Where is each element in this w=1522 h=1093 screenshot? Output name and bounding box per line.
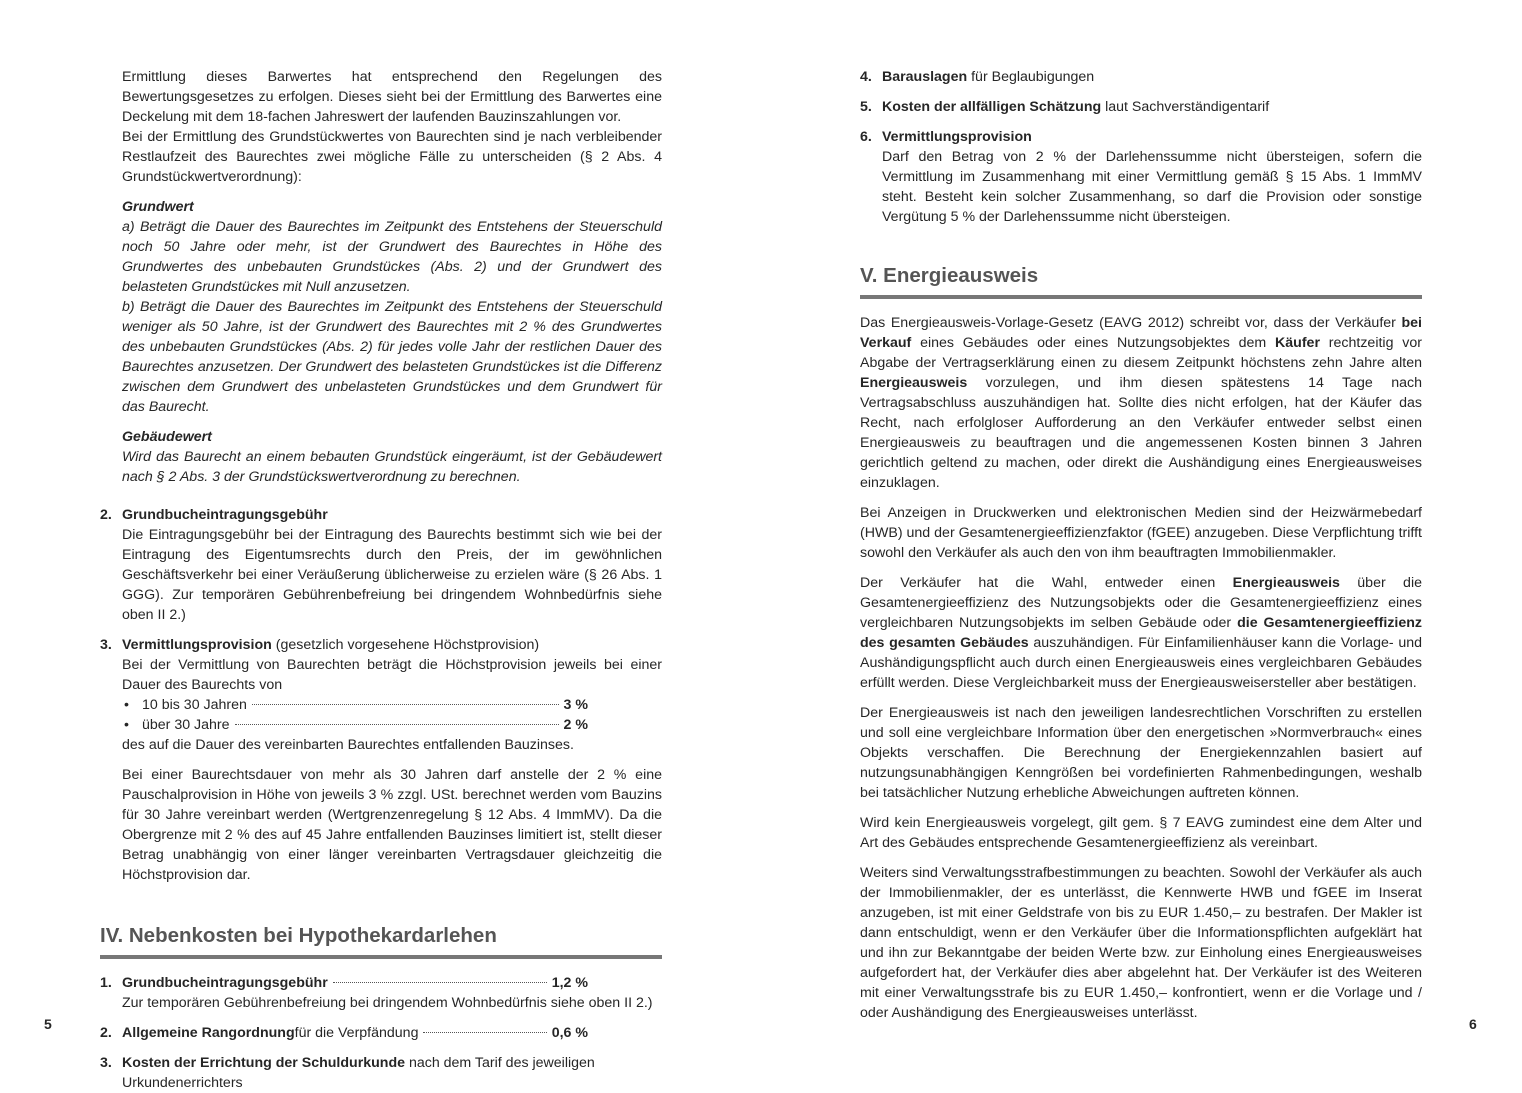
gebaeudewert-block bbox=[122, 427, 662, 487]
bullet-label: über 30 Jahre bbox=[142, 717, 230, 733]
text-run: über die Gesamtenergieeffizienz des Nutzungsobjekts oder die Gesamtenergieeffizienz eines vergleichbaren Nutzungsobjekts im selben Gebäude oder bbox=[860, 575, 1422, 631]
list-item bbox=[100, 505, 662, 625]
item-title: Barauslagen bbox=[882, 69, 968, 85]
gebaeudewert-heading: Gebäudewert bbox=[122, 429, 212, 445]
bullet-item bbox=[122, 695, 588, 715]
item-number: 3. bbox=[100, 1055, 112, 1071]
bullet-icon: • bbox=[124, 717, 129, 733]
text-run: rechtzeitig vor Abgabe der Vertragserklärung einen zu diesem Zeitpunkt höchstens zehn Jahre alten bbox=[860, 335, 1422, 371]
item-text: des auf die Dauer des vereinbarten Baurechtes entfallenden Bauzinses. bbox=[122, 737, 574, 753]
item-text: Die Eintragungsgebühr bei der Eintragung des Baurechts bestimmt sich wie bei der Eintragung des Eigentumsrechts durch den Preis, der im gewöhnlichen Geschäftsverkehr bei einer Veräußerung üblicherweise zu erzielen wäre (§ 26 Abs. 1 GGG). Zur temporären Gebührenbefreiung bei dringendem Wohnbedürfnis siehe oben II 2.) bbox=[122, 527, 662, 623]
paragraph: Bei Anzeigen in Druckwerken und elektronischen Medien sind der Heizwärmebedarf (HWB) und der Gesamtenergieeffizienzfaktor (fGEE) anzugeben. Diese Verpflichtung trifft sowohl den Verkäufer als auch den von ihm beauftragten Immobilienmakler. bbox=[860, 505, 1422, 561]
list-item bbox=[860, 97, 1422, 117]
intro-paragraph: Bei der Ermittlung des Grundstückwertes von Baurechten sind je nach verbleibender Restlaufzeit des Baurechtes zwei mögliche Fälle zu unterscheiden (§ 2 Abs. 4 Grundstückwertverordnung): bbox=[122, 129, 662, 185]
item-number: 6. bbox=[860, 129, 872, 145]
section-iv bbox=[100, 923, 662, 1093]
grundwert-heading: Grundwert bbox=[122, 199, 194, 215]
bullet-icon: • bbox=[124, 697, 129, 713]
item-title-suffix: für Beglaubigungen bbox=[967, 69, 1095, 85]
item-paragraph: Bei einer Baurechtsdauer von mehr als 30 Jahren darf anstelle der 2 % eine Pauschalprovision in Höhe von jeweils 3 % zzgl. USt. berechnet werden vom Bauzins für 30 Jahre vereinbart werden (Wertgrenzenregelung § 12 Abs. 4 ImmMV). Da die Obergrenze mit 2 % des auf 45 Jahre entfallenden Bauzinses limitiert ist, stellt dieser Betrag unabhängig von einer länger vereinbarten Vertragsdauer gleichzeitig die Höchstprovision dar. bbox=[122, 767, 662, 883]
section-heading: V. Energieausweis bbox=[860, 263, 1422, 299]
paragraph: Weiters sind Verwaltungsstrafbestimmungen zu beachten. Sowohl der Verkäufer als auch der Immobilienmakler, der es unterlässt, die Kennwerte HWB und fGEE im Inserat anzugeben, ist mit einer Geldstrafe von bis zu EUR 1.450,– zu bestrafen. Der Makler ist dann entschuldigt, wenn er den Verkäufer über die Informationspflichten aufgeklärt hat und ihn zur Bekanntgabe der beiden Werte bzw. zur Einholung eines Energieausweises aufgefordert hat, der Verkäufer dies aber abgelehnt hat. Der Verkäufer ist des Weiteren mit einer Verwaltungsstrafe bis zu EUR 1.450,– konfrontiert, wenn er die Vorlage und / oder Aushändigung des Energieausweises unterlässt. bbox=[860, 865, 1422, 1021]
item-title: Vermittlungsprovision bbox=[122, 637, 272, 653]
item-number: 2. bbox=[100, 507, 112, 523]
gebaeudewert-text: Wird das Baurecht an einem bebauten Grundstück eingeräumt, ist der Gebäudewert nach § 2 Abs. 3 der Grundstückswertverordnung zu berechnen. bbox=[122, 449, 662, 485]
paragraph: Wird kein Energieausweis vorgelegt, gilt gem. § 7 EAVG zumindest eine dem Alter und Art des Gebäudes entsprechende Gesamtenergieeffizienz als vereinbart. bbox=[860, 815, 1422, 851]
list-item bbox=[100, 1053, 662, 1093]
item-text: Darf den Betrag von 2 % der Darlehenssumme nicht übersteigen, sofern die Vermittlung im Zusammenhang mit einer Vermittlung gemäß § 15 Abs. 1 ImmMV steht. Besteht kein solcher Zusammenhang, so darf die Provision oder sonstige Vergütung 5 % der Darlehenssumme nicht übersteigen. bbox=[882, 149, 1422, 225]
item-number: 4. bbox=[860, 69, 872, 85]
grundwert-case-b: b) Beträgt die Dauer des Baurechtes im Zeitpunkt des Entstehens der Steuerschuld weniger als 50 Jahre, ist der Grundwert des Baurechtes mit 2 % des Grundwertes des unbebauten Grundstückes (Abs. 2) für jedes volle Jahr der restlichen Dauer des Baurechtes anzusetzen. Der Grundwert des belasteten Grundstückes ist die Differenz zwischen dem Grundwert des unbelasteten Grundstückes und dem Grundwert für das Baurecht. bbox=[122, 299, 662, 415]
page-number: 6 bbox=[1469, 1016, 1477, 1032]
section-heading: IV. Nebenkosten bei Hypothekardarlehen bbox=[100, 923, 662, 959]
item-title: Grundbucheintragungsgebühr bbox=[122, 507, 328, 523]
item-note: Zur temporären Gebührenbefreiung bei dringendem Wohnbedürfnis siehe oben II 2.) bbox=[122, 995, 653, 1011]
intro-paragraph: Ermittlung dieses Barwertes hat entsprechend den Regelungen des Bewertungsgesetzes zu erfolgen. Dieses sieht bei der Ermittlung des Barwertes eine Deckelung mit dem 18-fachen Jahreswert der laufenden Bauzinszahlungen vor. bbox=[122, 69, 662, 125]
item-number: 5. bbox=[860, 99, 872, 115]
bullet-item bbox=[122, 715, 588, 735]
bold-run: bei Verkauf bbox=[860, 315, 1422, 351]
grundwert-case-a: a) Beträgt die Dauer des Baurechtes im Zeitpunkt des Entstehens der Steuerschuld noch 50 Jahre oder mehr, ist der Grundwert des Baurechtes in Höhe des Grundwertes des unbebauten Grundstückes (Abs. 2) und der Grundwert des belasteten Grundstückes mit Null anzusetzen. bbox=[122, 219, 662, 295]
text-run: vorzulegen, und ihm diesen spätestens 14 Tage nach Vertragsabschluss auszuhändigen hat. Sollte dies nicht erfolgen, hat der Käufer das Recht, nach erfolgloser Aufforderung an den Verkäufer entweder selbst einen Energieausweis zu beauftragen und die angemessenen Kosten binnen 3 Jahren gerichtlich geltend zu machen, oder direkt die Aushändigung eines Energieausweises einzuklagen. bbox=[860, 375, 1422, 491]
item-title-suffix: nach dem Tarif des jeweiligen Urkundenerrichters bbox=[122, 1055, 595, 1091]
item-number: 3. bbox=[100, 637, 112, 653]
list-item bbox=[100, 635, 662, 885]
item-number: 2. bbox=[100, 1025, 112, 1041]
bullet-value: 3 % bbox=[563, 697, 588, 713]
right-page bbox=[761, 0, 1522, 1080]
item-title-suffix: laut Sachverständigentarif bbox=[1101, 99, 1270, 115]
bold-run: Käufer bbox=[1275, 335, 1320, 351]
dot-leader bbox=[252, 704, 559, 705]
dot-leader bbox=[333, 982, 547, 983]
item-value: 0,6 % bbox=[551, 1025, 588, 1041]
left-page bbox=[0, 0, 761, 1091]
list-item bbox=[100, 973, 662, 1013]
item-title: Kosten der Errichtung der Schuldurkunde bbox=[122, 1055, 405, 1071]
list-item bbox=[860, 67, 1422, 87]
dot-leader bbox=[235, 724, 559, 725]
bold-run: Energieausweis bbox=[860, 375, 968, 391]
text-run: Der Verkäufer hat die Wahl, entweder einen bbox=[860, 575, 1233, 591]
item-title: Grundbucheintragungsgebühr bbox=[122, 975, 328, 991]
bullet-value: 2 % bbox=[563, 717, 588, 733]
bullet-label: 10 bis 30 Jahren bbox=[142, 697, 247, 713]
paragraph bbox=[860, 313, 1422, 493]
item-number: 1. bbox=[100, 975, 112, 991]
bold-run: Energieausweis bbox=[1232, 575, 1340, 591]
bold-run: die Gesamtenergieeffizienz des gesamten Gebäudes bbox=[860, 615, 1423, 651]
leader-line bbox=[122, 1023, 588, 1043]
right-column bbox=[860, 67, 1422, 1023]
grundwert-block bbox=[122, 197, 662, 417]
text-run: auszuhändigen. Für Einfamilienhäuser kann die Vorlage- und Aushändigungspflicht auch durch einen Energieausweis eines vergleichbaren Gebäudes erfüllt werden. Diese Vergleichbarkeit muss der Energieausweisersteller aber bestätigen. bbox=[860, 635, 1422, 691]
left-column bbox=[100, 67, 662, 1093]
item-title-suffix: für die Verpfändung bbox=[294, 1025, 419, 1041]
page-number: 5 bbox=[44, 1016, 52, 1032]
paragraph bbox=[860, 573, 1422, 693]
list-item bbox=[100, 1023, 662, 1043]
item-title: Allgemeine Rangordnung bbox=[122, 1025, 295, 1041]
section-v bbox=[860, 263, 1422, 1023]
item-title: Vermittlungsprovision bbox=[882, 129, 1032, 145]
list-item bbox=[860, 127, 1422, 227]
dot-leader bbox=[423, 1032, 546, 1033]
item-text: Bei der Vermittlung von Baurechten beträgt die Höchstprovision jeweils bei einer Dauer des Baurechts von bbox=[122, 657, 662, 693]
item-value: 1,2 % bbox=[551, 975, 588, 991]
item-title: Kosten der allfälligen Schätzung bbox=[882, 99, 1102, 115]
paragraph: Der Energieausweis ist nach den jeweiligen landesrechtlichen Vorschriften zu erstellen und soll eine vergleichbare Information über den energetischen »Normverbrauch« eines Objekts verschaffen. Die Berechnung der Energiekennzahlen basiert auf nutzungsunabhängigen Kenngrößen bei vordefinierten Rahmenbedingungen, weshalb bei tatsächlicher Nutzung erhebliche Abweichungen auftreten können. bbox=[860, 705, 1422, 801]
text-run: eines Gebäudes oder eines Nutzungsobjektes dem bbox=[911, 335, 1276, 351]
text-run: Das Energieausweis-Vorlage-Gesetz (EAVG 2012) schreibt vor, dass der Verkäufer bbox=[860, 315, 1402, 331]
leader-line bbox=[122, 973, 588, 993]
item-title-suffix: (gesetzlich vorgesehene Höchstprovision) bbox=[271, 637, 540, 653]
